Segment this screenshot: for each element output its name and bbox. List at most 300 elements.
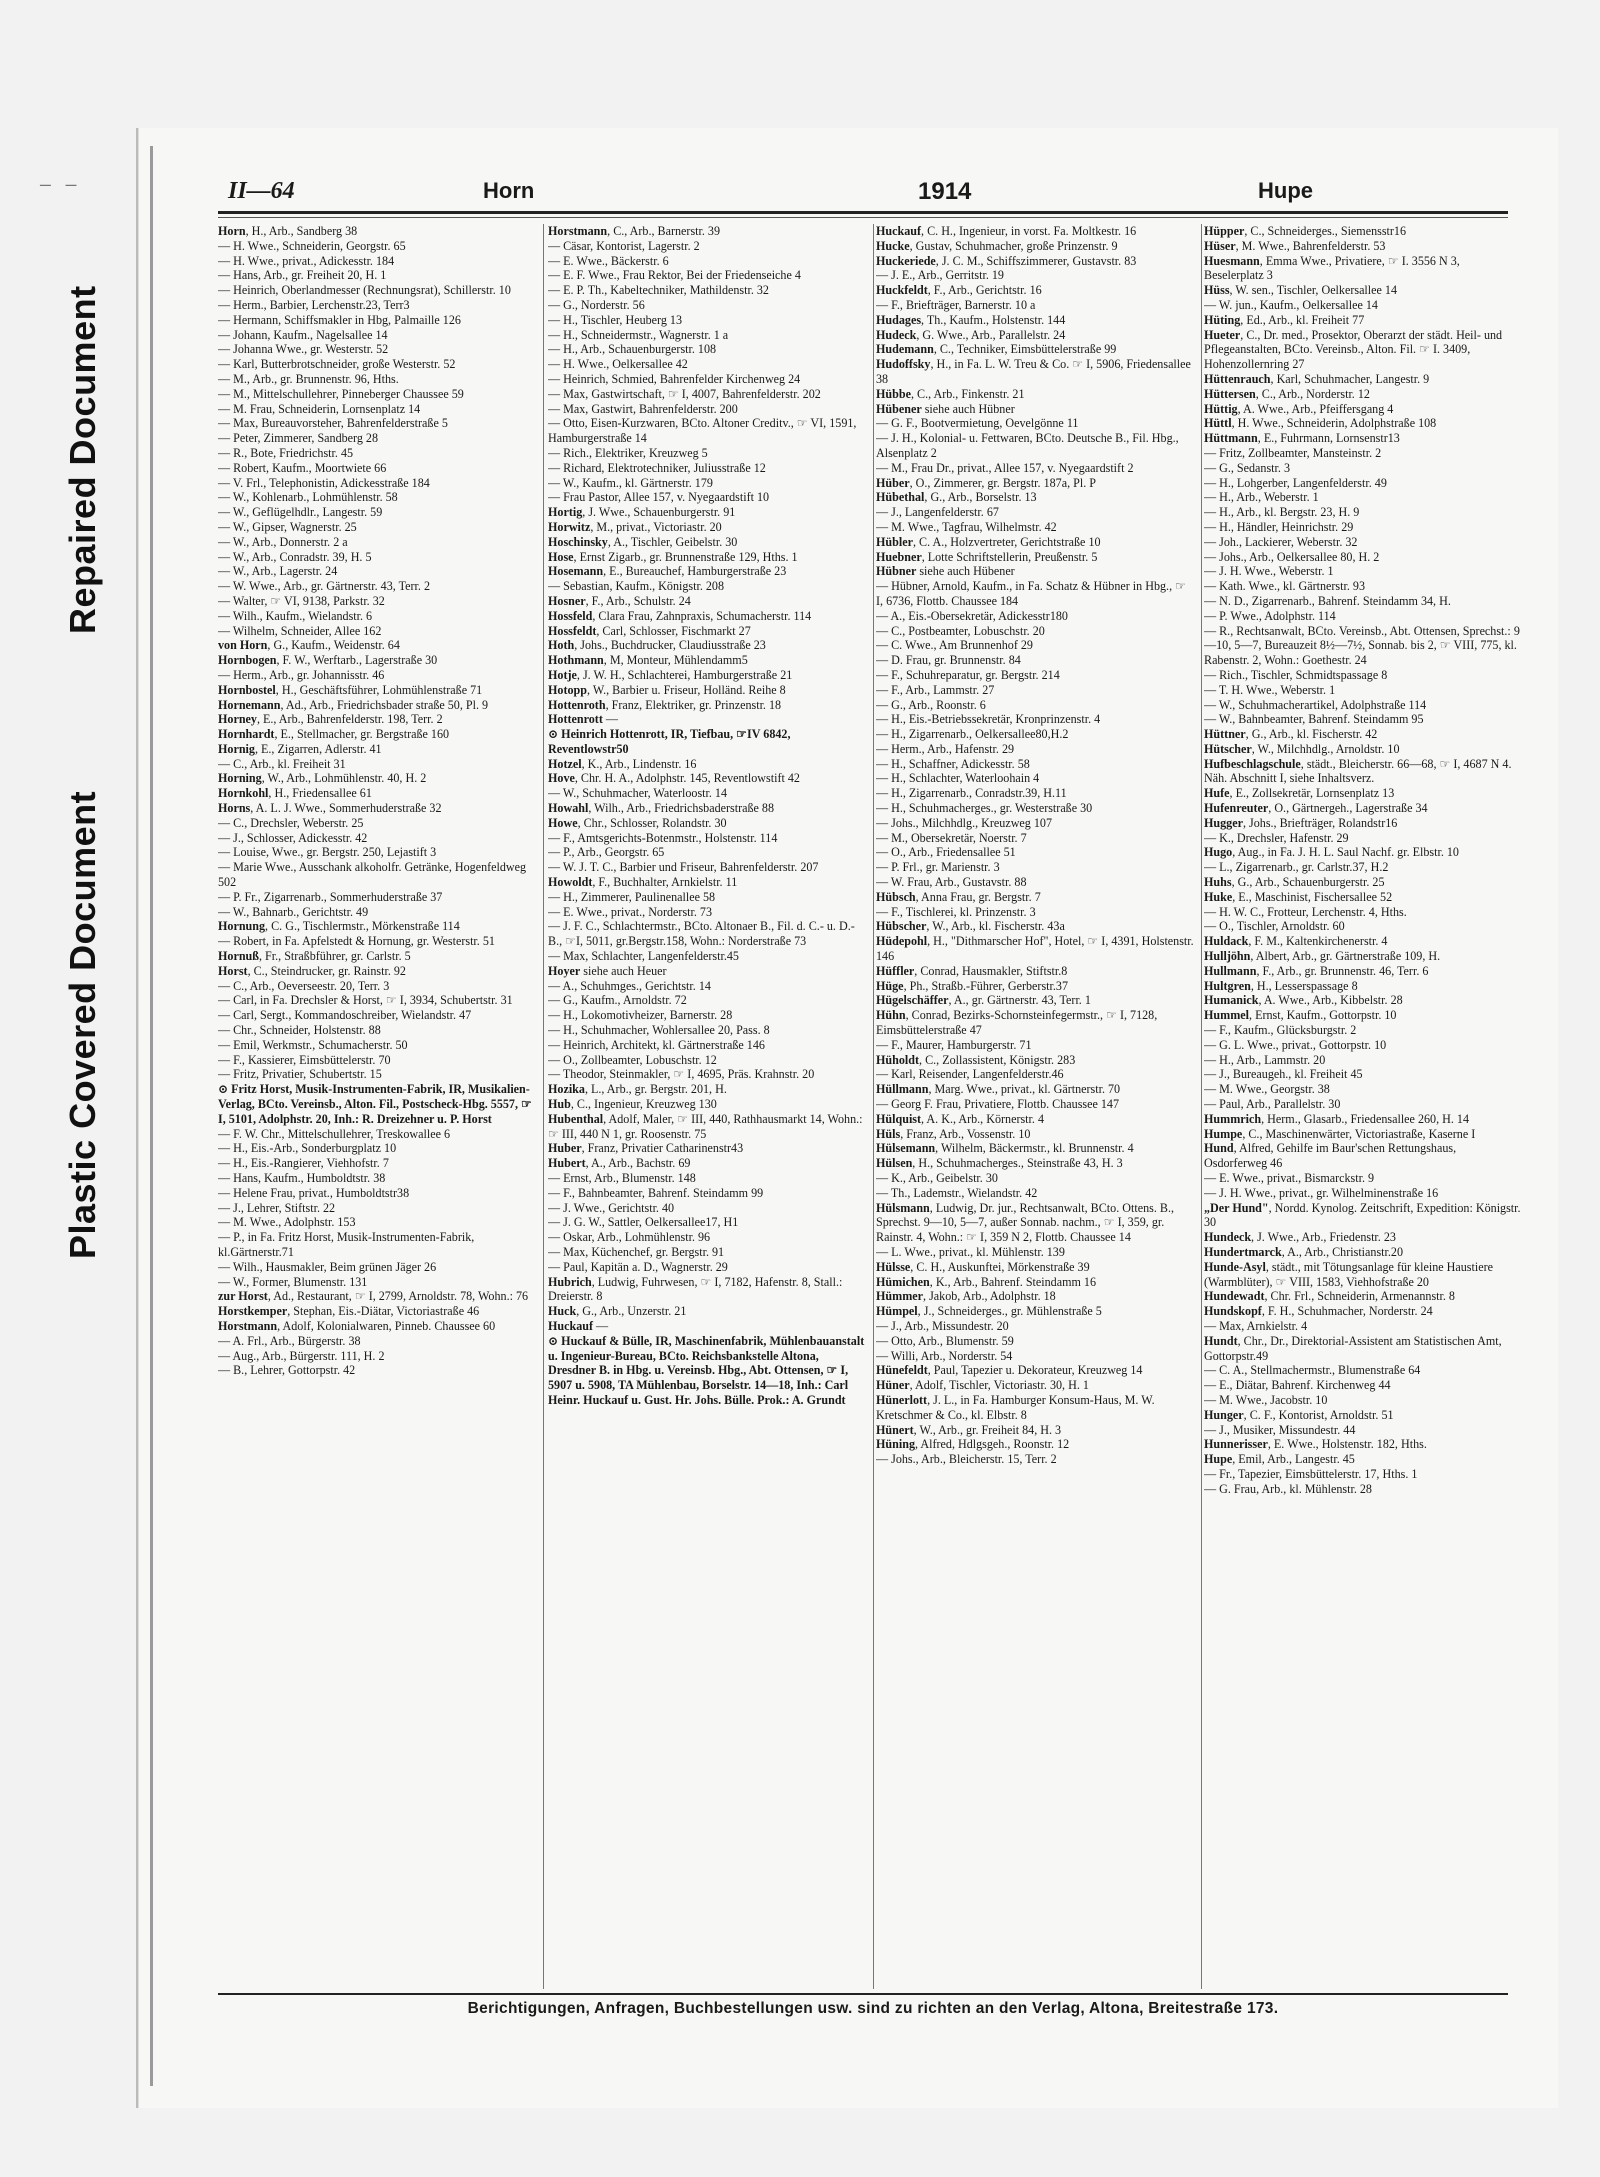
directory-entry: — D. Frau, gr. Brunnenstr. 84: [876, 653, 1021, 668]
directory-entry: Hossfeldt, Carl, Schlosser, Fischmarkt 27: [548, 623, 751, 638]
directory-entry: — Peter, Zimmerer, Sandberg 28: [218, 431, 379, 446]
directory-entry: — Max, Arnkielstr. 4: [1204, 1318, 1308, 1333]
directory-entry: — L. Wwe., privat., kl. Mühlenstr. 139: [876, 1244, 1065, 1259]
directory-entry: Hothmann, M, Monteur, Mühlendamm5: [548, 653, 748, 668]
directory-entry: Hülsse, C. H., Auskunftei, Mörkenstraße 39: [876, 1259, 1090, 1274]
directory-column-1: [218, 224, 536, 1994]
directory-entry: — Chr., Schneider, Holstenstr. 88: [218, 1023, 381, 1038]
directory-entry: Hübbe, C., Arb., Finkenstr. 21: [876, 386, 1025, 401]
directory-entry: — J. H., Kolonial- u. Fettwaren, BCto. Deutsche B., Fil. Hbg., Alsenplatz 2: [876, 431, 1179, 460]
directory-entry: Horney, E., Arb., Bahrenfelderstr. 198, Terr. 2: [218, 712, 443, 727]
directory-entry: — G., Arb., Roonstr. 6: [876, 697, 986, 712]
directory-column-2: [548, 224, 866, 1994]
directory-entry: — P., Arb., Georgstr. 65: [548, 845, 665, 860]
directory-entry: — H., Schlachter, Waterloohain 4: [876, 771, 1040, 786]
directory-entry: Hübsch, Anna Frau, gr. Bergstr. 7: [876, 889, 1041, 904]
directory-entry: Huber, Franz, Privatier Catharinenstr43: [548, 1141, 744, 1156]
directory-entry: Hüttl, H. Wwe., Schneiderin, Adolphstraße 108: [1204, 416, 1437, 431]
directory-entry: Hüting, Ed., Arb., kl. Freiheit 77: [1204, 312, 1365, 327]
directory-entry: — M. Frau, Schneiderin, Lornsenplatz 14: [218, 401, 421, 416]
directory-entry: Hundskopf, F. H., Schuhmacher, Norderstr. 24: [1204, 1304, 1433, 1319]
directory-entry: — H., Schneidermstr., Wagnerstr. 1 a: [548, 327, 729, 342]
directory-entry: Hufenreuter, O., Gärtnergeh., Lagerstraße 34: [1204, 801, 1428, 816]
directory-entry: — H. Wwe., Schneiderin, Georgstr. 65: [218, 238, 406, 253]
directory-entry: Hottenroth, Franz, Elektriker, gr. Prinzenstr. 18: [548, 697, 782, 712]
directory-entry: Hornbostel, H., Geschäftsführer, Lohmühlenstraße 71: [218, 682, 483, 697]
directory-entry: — Theodor, Steinmakler, ☞ I, 4695, Präs. Krahnstr. 20: [548, 1067, 815, 1082]
directory-entry: — W., Arb., Donnerstr. 2 a: [218, 534, 348, 549]
directory-entry: — P. Frl., gr. Marienstr. 3: [876, 860, 1000, 875]
edge-dash-mark: — —: [40, 176, 79, 196]
directory-entry: — J., Arb., Missundestr. 20: [876, 1318, 1009, 1333]
directory-entry: — Heinrich, Schmied, Bahrenfelder Kirchenweg 24: [548, 371, 801, 386]
directory-entry: Hunnerisser, E. Wwe., Holstenstr. 182, Hths.: [1204, 1437, 1427, 1452]
directory-entry: Hümichen, K., Arb., Bahrenf. Steindamm 16: [876, 1274, 1097, 1289]
page-header: [228, 178, 1600, 214]
directory-entry: — W. Wwe., Arb., gr. Gärtnerstr. 43, Terr. 2: [218, 579, 430, 594]
header-rule-thin: [218, 217, 1508, 218]
directory-entry: — F., Kaufm., Glücksburgstr. 2: [1204, 1023, 1357, 1038]
directory-entry: — H. Wwe., privat., Adickesstr. 184: [218, 253, 395, 268]
directory-entry: — C., Arb., kl. Freiheit 31: [218, 756, 346, 771]
directory-entry: — H., Eis.-Rangierer, Viehhofstr. 7: [218, 1156, 389, 1171]
directory-entry: — E. F. Wwe., Frau Rektor, Bei der Friedenseiche 4: [548, 268, 801, 283]
directory-entry: — W., Kaufm., kl. Gärtnerstr. 179: [548, 475, 713, 490]
publisher-footer: Berichtigungen, Anfragen, Buchbestellungen usw. sind zu richten an den Verlag, Altona, Breitestraße 173.: [467, 2000, 1279, 2017]
directory-entry: — P. Fr., Zigarrenarb., Sommerhuderstraße 37: [218, 889, 443, 904]
directory-entry: — W., Gipser, Wagnerstr. 25: [218, 519, 357, 534]
directory-entry: Hüner, Adolf, Tischler, Victoriastr. 30, H. 1: [876, 1378, 1089, 1393]
directory-entry: — Paul, Arb., Parallelstr. 30: [1204, 1097, 1341, 1112]
directory-entry: Huck, G., Arb., Unzerstr. 21: [548, 1304, 687, 1319]
directory-entry: — H., Schuhmacher, Wohlersallee 20, Pass. 8: [548, 1023, 770, 1038]
directory-entry: — Aug., Arb., Bürgerstr. 111, H. 2: [218, 1348, 385, 1363]
directory-entry: Hugger, Johs., Briefträger, Rolandstr16: [1204, 815, 1398, 830]
directory-entry: — O., Zollbeamter, Lobuschstr. 12: [548, 1052, 717, 1067]
directory-entry: Huhs, G., Arb., Schauenburgerstr. 25: [1204, 875, 1385, 890]
directory-entry: — Th., Lademstr., Wielandstr. 42: [876, 1185, 1038, 1200]
directory-entry: — B., Lehrer, Gottorpstr. 42: [218, 1363, 356, 1378]
directory-entry: Hübner siehe auch Hübener: [876, 564, 1015, 579]
directory-entry: Huckeriede, J. C. M., Schiffszimmerer, Gustavstr. 83: [876, 253, 1137, 268]
directory-entry: Hünerlott, J. L., in Fa. Hamburger Konsum-Haus, M. W. Kretschmer & Co., kl. Elbstr. 8: [876, 1392, 1155, 1422]
directory-entry: Horstkemper, Stephan, Eis.-Diätar, Victoriastraße 46: [218, 1304, 480, 1319]
header-last-word: Hupe: [1258, 178, 1313, 203]
directory-entry: Hüffler, Conrad, Hausmakler, Stiftstr.8: [876, 963, 1068, 978]
directory-entry: Hoyer siehe auch Heuer: [548, 963, 667, 978]
directory-entry: Hübscher, W., Arb., kl. Fischerstr. 43a: [876, 919, 1065, 934]
directory-entry: — Willi, Arb., Norderstr. 54: [876, 1348, 1013, 1363]
directory-entry: Hupe, Emil, Arb., Langestr. 45: [1204, 1452, 1355, 1467]
directory-entry: — M., Arb., gr. Brunnenstr. 96, Hths.: [218, 371, 399, 386]
directory-entry: Howoldt, F., Buchhalter, Arnkielstr. 11: [548, 875, 738, 890]
directory-entry: Hugo, Aug., in Fa. J. H. L. Saul Nachf. gr. Elbstr. 10: [1204, 845, 1459, 860]
directory-entry: Hülquist, A. K., Arb., Körnerstr. 4: [876, 1111, 1044, 1126]
directory-entry: — Rich., Elektriker, Kreuzweg 5: [548, 445, 708, 460]
directory-entry: — H., Eis.-Betriebssekretär, Kronprinzenstr. 4: [876, 712, 1101, 727]
directory-entry: — A., Schuhmges., Gerichtstr. 14: [548, 978, 711, 993]
directory-entry: — H., Tischler, Heuberg 13: [548, 312, 682, 327]
directory-entry: — G. F., Bootvermietung, Oevelgönne 11: [876, 416, 1079, 431]
directory-entry: — Otto, Eisen-Kurzwaren, BCto. Altoner Creditv., ☞ VI, 1591, Hamburgerstraße 14: [548, 416, 857, 446]
directory-entry: Hüttenrauch, Karl, Schuhmacher, Langestr. 9: [1204, 371, 1430, 386]
directory-entry: — Heinrich, Oberlandmesser (Rechnungsrat), Schillerstr. 10: [218, 283, 511, 298]
directory-entry: zur Horst, Ad., Restaurant, ☞ I, 2799, Arnoldstr. 78, Wohn.: 76: [218, 1289, 529, 1304]
directory-entry: — H., Zigarrenarb., Conradstr.39, H.11: [876, 786, 1067, 801]
directory-entry: — Rich., Tischler, Schmidtspassage 8: [1204, 667, 1388, 682]
directory-entry: — E. Wwe., privat., Bismarckstr. 9: [1204, 1171, 1375, 1185]
directory-entry: Hülsmann, Ludwig, Dr. jur., Rechtsanwalt, BCto. Ottens. B., Sprechst. 9—10, 5—7, außer Sonnab. nachm., ☞ I, 359, gr. Rainstr. 4, Wohn.: ☞ I, 359 N 2, Flottb. Chaussee 14: [876, 1200, 1174, 1245]
directory-entry: — J. Wwe., Gerichtstr. 40: [548, 1200, 675, 1215]
directory-entry: — Kath. Wwe., kl. Gärtnerstr. 93: [1204, 579, 1365, 594]
directory-entry: Hufbeschlagschule, städt., Bleicherstr. 66—68, ☞ I, 4687 N 4. Näh. Abschnitt I, siehe Inhaltsverz.: [1204, 756, 1512, 786]
directory-entry: Hümpel, J., Schneiderges., gr. Mühlenstraße 5: [876, 1304, 1102, 1319]
directory-entry: — M. Wwe., Georgstr. 38: [1204, 1082, 1330, 1097]
directory-entry: — J. H. Wwe., privat., gr. Wilhelminenstraße 16: [1204, 1185, 1439, 1200]
directory-entry: — G., Norderstr. 56: [548, 297, 645, 312]
directory-entry: — M., Obersekretär, Noerstr. 7: [876, 830, 1027, 845]
directory-entry: — W., Bahnbeamter, Bahrenf. Steindamm 95: [1204, 712, 1424, 727]
directory-entry: — Wilhelm, Schneider, Allee 162: [218, 623, 382, 638]
directory-entry: — Georg F. Frau, Privatiere, Flottb. Chaussee 147: [876, 1097, 1120, 1112]
directory-entry: — Max, Küchenchef, gr. Bergstr. 91: [548, 1244, 725, 1259]
directory-entry: Hottenrott —: [548, 712, 618, 727]
directory-entry: — W., Kohlenarb., Lohmühlenstr. 58: [218, 490, 398, 505]
directory-entry: Hüdepohl, H., "Dithmarscher Hof", Hotel, ☞ I, 4391, Holstenstr. 146: [876, 934, 1194, 964]
directory-entry: Hübler, C. A., Holzvertreter, Gerichtstraße 10: [876, 534, 1101, 549]
directory-entry: — Karl, Butterbrotschneider, große Westerstr. 52: [218, 357, 456, 372]
directory-entry: Hüttmann, E., Fuhrmann, Lornsenstr13: [1204, 431, 1400, 446]
directory-entry: — Max, Gastwirtschaft, ☞ I, 4007, Bahrenfelderstr. 202: [548, 386, 821, 401]
directory-page: [136, 128, 1558, 2108]
directory-entry: Hornhardt, E., Stellmacher, gr. Bergstraße 160: [218, 727, 450, 742]
directory-entry: — Fritz, Privatier, Schubertstr. 15: [218, 1067, 382, 1082]
directory-entry: — Cäsar, Kontorist, Lagerstr. 2: [548, 238, 700, 253]
directory-entry: Huckauf, C. H., Ingenieur, in vorst. Fa. Moltkestr. 16: [876, 224, 1137, 238]
directory-entry: Huebner, Lotte Schriftstellerin, Preußenstr. 5: [876, 549, 1098, 564]
header-rule: [218, 211, 1508, 214]
directory-entry: Hulljöhn, Albert, Arb., gr. Gärtnerstraße 109, H.: [1204, 949, 1441, 964]
directory-entry: — W., Schuhmacherartikel, Adolphstraße 114: [1204, 697, 1427, 712]
directory-entry: Hüge, Ph., Straßb.-Führer, Gerberstr.37: [876, 978, 1068, 993]
directory-entry: — G. L. Wwe., privat., Gottorpstr. 10: [1204, 1037, 1387, 1052]
directory-entry: — K., Arb., Geibelstr. 30: [876, 1171, 998, 1185]
directory-entry: — Fr., Tapezier, Eimsbüttelerstr. 17, Hths. 1: [1204, 1466, 1418, 1481]
directory-entry: Humanick, A. Wwe., Arb., Kibbelstr. 28: [1204, 993, 1403, 1008]
directory-entry: — E. P. Th., Kabeltechniker, Mathildenstr. 32: [548, 283, 769, 298]
directory-entry: Hummel, Ernst, Kaufm., Gottorpstr. 10: [1204, 1008, 1397, 1023]
directory-entry: Hüls, Franz, Arb., Vossenstr. 10: [876, 1126, 1031, 1141]
directory-entry: — H., Zigarrenarb., Oelkersallee80,H.2: [876, 727, 1069, 742]
directory-entry: Horn, H., Arb., Sandberg 38: [218, 224, 358, 238]
directory-entry: — G., Kaufm., Arnoldstr. 72: [548, 993, 687, 1008]
directory-entry: Hummrich, Herm., Glasarb., Friedensallee 260, H. 14: [1204, 1111, 1470, 1126]
directory-entry: Huesmann, Emma Wwe., Privatiere, ☞ I. 3556 N 3, Beselerplatz 3: [1204, 253, 1460, 283]
directory-entry: Hüss, W. sen., Tischler, Oelkersallee 14: [1204, 283, 1398, 298]
directory-entry: — P. Wwe., Adolphstr. 114: [1204, 608, 1336, 623]
directory-entry: Hübener siehe auch Hübner: [876, 401, 1015, 416]
directory-entry: Hossfeld, Clara Frau, Zahnpraxis, Schumacherstr. 114: [548, 608, 812, 623]
directory-entry: — O., Tischler, Arnoldstr. 60: [1204, 919, 1345, 934]
directory-entry: Horstmann, C., Arb., Barnerstr. 39: [548, 224, 721, 238]
directory-entry: Hundt, Chr., Dr., Direktorial-Assistent am Statistischen Amt, Gottorpstr.49: [1204, 1333, 1502, 1363]
directory-entry: Hornkohl, H., Friedensallee 61: [218, 786, 372, 801]
directory-column-4: [1204, 224, 1522, 1994]
directory-entry: Hotopp, W., Barbier u. Friseur, Holländ. Reihe 8: [548, 682, 786, 697]
directory-entry: — F., Kassierer, Eimsbüttelerstr. 70: [218, 1052, 391, 1067]
directory-entry: — C. Wwe., Am Brunnenhof 29: [876, 638, 1033, 653]
directory-entry: — C., Postbeamter, Lobuschstr. 20: [876, 623, 1045, 638]
directory-entry: — Johanna Wwe., gr. Westerstr. 52: [218, 342, 389, 357]
directory-entry: — H. Wwe., Oelkersallee 42: [548, 357, 688, 372]
directory-entry: Hubenthal, Adolf, Maler, ☞ III, 440, Rathhausmarkt 14, Wohn.: ☞ III, 440 N 1, gr. Roosenstr. 75: [548, 1111, 863, 1141]
directory-entry: Hunde-Asyl, städt., mit Tötungsanlage für kleine Haustiere (Warmblüter), ☞ VIII, 1583, Viehhofstraße 20: [1204, 1259, 1493, 1289]
directory-entry: Hundeck, J. Wwe., Arb., Friedenstr. 23: [1204, 1230, 1396, 1245]
directory-entry: Howe, Chr., Schlosser, Rolandstr. 30: [548, 815, 727, 830]
directory-entry: Hüpper, C., Schneiderges., Siemensstr16: [1204, 224, 1407, 238]
directory-entry: Hueter, C., Dr. med., Prosektor, Oberarzt der städt. Heil- und Pflegeanstalten, BCto. Vereinsb., Alton. Fil. ☞ I. 3409, Hohenzollernring 27: [1204, 327, 1503, 372]
directory-entry: Horns, A. L. J. Wwe., Sommerhuderstraße 32: [218, 801, 442, 816]
directory-entry: — F., Bahnbeamter, Bahrenf. Steindamm 99: [548, 1185, 764, 1200]
directory-entry: — A. Frl., Arb., Bürgerstr. 38: [218, 1333, 361, 1348]
directory-entry: — Max, Schlachter, Langenfelderstr.45: [548, 949, 739, 964]
directory-entry: — Sebastian, Kaufm., Königstr. 208: [548, 579, 725, 594]
directory-entry: Horstmann, Adolf, Kolonialwaren, Pinneb. Chaussee 60: [218, 1318, 496, 1333]
directory-entry: — W., Arb., Conradstr. 39, H. 5: [218, 549, 372, 564]
directory-entry: Hoth, Johs., Buchdrucker, Claudiusstraße 23: [548, 638, 766, 653]
directory-entry: Hultgren, H., Lesserspassage 8: [1204, 978, 1358, 993]
directory-entry: Hotzel, K., Arb., Lindenstr. 16: [548, 756, 697, 771]
directory-entry: — Oskar, Arb., Lohmühlenstr. 96: [548, 1230, 711, 1245]
directory-entry: Horst, C., Steindrucker, gr. Rainstr. 92: [218, 963, 406, 978]
directory-entry: — Frau Pastor, Allee 157, v. Nyegaardstift 10: [548, 490, 770, 505]
directory-entry: Hornuß, Fr., Straßbführer, gr. Carlstr. 5: [218, 949, 411, 964]
directory-entry: — Karl, Reisender, Langenfelderstr.46: [876, 1067, 1064, 1082]
directory-entry: Hüber, O., Zimmerer, gr. Bergstr. 187a, Pl. P: [876, 475, 1097, 490]
directory-entry: — M. Wwe., Tagfrau, Wilhelmstr. 42: [876, 519, 1057, 534]
directory-entry: — Johs., Milchhdlg., Kreuzweg 107: [876, 815, 1053, 830]
directory-entry: — M. Wwe., Adolphstr. 153: [218, 1215, 356, 1230]
directory-entry: Howahl, Wilh., Arb., Friedrichsbaderstraße 88: [548, 801, 775, 816]
directory-entry: — O., Arb., Friedensallee 51: [876, 845, 1016, 860]
page-binding-edge: [150, 146, 153, 2086]
directory-entry: Hütscher, W., Milchhdlg., Arnoldstr. 10: [1204, 741, 1400, 756]
directory-entry: Hullmann, F., Arb., gr. Brunnenstr. 46, Terr. 6: [1204, 963, 1429, 978]
directory-entry: Huldack, F. M., Kaltenkirchenerstr. 4: [1204, 934, 1388, 949]
directory-entry: — Hübner, Arnold, Kaufm., in Fa. Schatz & Hübner in Hbg., ☞ I, 6736, Flottb. Chaussee 184: [876, 579, 1186, 608]
directory-entry: — P., in Fa. Fritz Horst, Musik-Instrumenten-Fabrik, kl.Gärtnerstr.71: [218, 1230, 475, 1259]
directory-entry: Hüning, Alfred, Hdlgsgeh., Roonstr. 12: [876, 1437, 1070, 1452]
directory-entry: — V. Frl., Telephonistin, Adickesstraße 184: [218, 475, 430, 490]
directory-entry: — F., Briefträger, Barnerstr. 10 a: [876, 297, 1036, 312]
directory-entry: — Robert, Kaufm., Moortwiete 66: [218, 460, 387, 475]
directory-entry: — J., Schlosser, Adickesstr. 42: [218, 830, 368, 845]
directory-entry: Humpe, C., Maschinenwärter, Victoriastraße, Kaserne I: [1204, 1126, 1476, 1141]
directory-entry: — Johs., Arb., Oelkersallee 80, H. 2: [1204, 549, 1380, 564]
directory-entry: Hunger, C. F., Kontorist, Arnoldstr. 51: [1204, 1407, 1394, 1422]
directory-entry: — C. A., Stellmachermstr., Blumenstraße 64: [1204, 1363, 1421, 1378]
directory-entry: — J., Bureaugeh., kl. Freiheit 45: [1204, 1067, 1363, 1082]
directory-entry: Hornbogen, F. W., Werftarb., Lagerstraße 30: [218, 653, 438, 668]
directory-entry: — F., Maurer, Hamburgerstr. 71: [876, 1037, 1032, 1052]
directory-entry: Hundertmarck, A., Arb., Christianstr.20: [1204, 1244, 1403, 1259]
directory-entry: — W., Former, Blumenstr. 131: [218, 1274, 368, 1289]
directory-entry: — Max, Bureauvorsteher, Bahrenfelderstraße 5: [218, 416, 448, 431]
directory-entry: Hoschinsky, A., Tischler, Geibelstr. 30: [548, 534, 738, 549]
directory-entry: — W., Geflügelhdlr., Langestr. 59: [218, 505, 383, 520]
directory-entry: Huke, E., Maschinist, Fischersallee 52: [1204, 889, 1393, 904]
directory-entry: Hundewadt, Chr. Frl., Schneiderin, Armenannstr. 8: [1204, 1289, 1455, 1304]
repaired-document-label: Repaired Document: [62, 285, 103, 635]
directory-entry: Hub, C., Ingenieur, Kreuzweg 130: [548, 1097, 717, 1112]
directory-entry: — Max, Gastwirt, Bahrenfelderstr. 200: [548, 401, 738, 416]
directory-entry: Hülsen, H., Schuhmacherges., Steinstraße 43, H. 3: [876, 1156, 1123, 1171]
directory-entry: Hosemann, E., Bureauchef, Hamburgerstraße 23: [548, 564, 787, 579]
directory-entry: — M., Frau Dr., privat., Allee 157, v. Nyegaardstift 2: [876, 460, 1134, 475]
directory-entry: — F. W. Chr., Mittelschullehrer, Treskowallee 6: [218, 1126, 451, 1141]
directory-entry: Huckauf —: [548, 1318, 609, 1333]
directory-entry: Hünert, W., Arb., gr. Freiheit 84, H. 3: [876, 1422, 1062, 1437]
directory-entry: Hufe, E., Zollsekretär, Lornsenplatz 13: [1204, 786, 1395, 801]
directory-entry: Hosner, F., Arb., Schulstr. 24: [548, 593, 691, 608]
directory-entry: — A., Eis.-Obersekretär, Adickesstr180: [876, 608, 1068, 623]
directory-entry: Hudeck, G. Wwe., Arb., Parallelstr. 24: [876, 327, 1066, 342]
directory-entry: — Robert, in Fa. Apfelstedt & Hornung, gr. Westerstr. 51: [218, 934, 495, 949]
directory-entry: Hove, Chr. H. A., Adolphstr. 145, Reventlowstift 42: [548, 771, 800, 786]
directory-entry: Hund, Alfred, Gehilfe im Baur'schen Rettungshaus, Osdorferweg 46: [1204, 1141, 1457, 1171]
directory-entry: — H., Eis.-Arb., Sonderburgplatz 10: [218, 1141, 397, 1156]
directory-entry: — K., Drechsler, Hafenstr. 29: [1204, 830, 1349, 845]
directory-entry: — Heinrich, Architekt, kl. Gärtnerstraße 146: [548, 1037, 765, 1052]
directory-entry: Hudoffsky, H., in Fa. L. W. Treu & Co. ☞ I, 5906, Friedensallee 38: [876, 357, 1191, 386]
directory-entry: — H., Arb., kl. Bergstr. 23, H. 9: [1204, 505, 1360, 520]
directory-entry: — R., Bote, Friedrichstr. 45: [218, 445, 354, 460]
directory-entry: Hubert, A., Arb., Bachstr. 69: [548, 1156, 691, 1171]
directory-entry: — Marie Wwe., Ausschank alkoholfr. Getränke, Hogenfeldweg 502: [218, 860, 527, 890]
plastic-covered-document-label: Plastic Covered Document: [62, 790, 103, 1260]
directory-entry: — Richard, Elektrotechniker, Juliusstraße 12: [548, 460, 766, 475]
directory-entry: — G., Sedanstr. 3: [1204, 460, 1290, 475]
directory-entry: — J. E., Arb., Gerritstr. 19: [876, 268, 1004, 283]
directory-entry: — H., Arb., Lammstr. 20: [1204, 1052, 1326, 1067]
directory-entry: Horning, W., Arb., Lohmühlenstr. 40, H. 2: [218, 771, 427, 786]
directory-entry: — W. jun., Kaufm., Oelkersallee 14: [1204, 297, 1378, 312]
footer-rule: [218, 1993, 1508, 1995]
directory-entry: — Louise, Wwe., gr. Bergstr. 250, Lejastift 3: [218, 845, 437, 860]
directory-entry: — E. Wwe., Bäckerstr. 6: [548, 253, 669, 268]
directory-entry: — Joh., Lackierer, Weberstr. 32: [1204, 534, 1358, 549]
directory-entry: — Johs., Arb., Bleicherstr. 15, Terr. 2: [876, 1452, 1057, 1467]
directory-entry: — W., Schuhmacher, Waterloostr. 14: [548, 786, 728, 801]
directory-entry: Hüser, M. Wwe., Bahrenfelderstr. 53: [1204, 238, 1386, 253]
directory-entry: Hotje, J. W. H., Schlachterei, Hamburgerstraße 21: [548, 667, 793, 682]
directory-entry: — H., Arb., Schauenburgerstr. 108: [548, 342, 717, 357]
directory-entry: — H., Schuhmacherges., gr. Westerstraße 30: [876, 801, 1093, 816]
directory-entry: — F., Amtsgerichts-Botenmstr., Holstenstr. 114: [548, 830, 778, 845]
directory-entry: Hüttersen, C., Arb., Norderstr. 12: [1204, 386, 1370, 401]
directory-entry: ⊙ Heinrich Hottenrott, IR, Tiefbau, ☞IV 6842, Reventlowstr50: [548, 727, 791, 756]
directory-entry: — J. G. W., Sattler, Oelkersallee17, H1: [548, 1215, 739, 1230]
directory-entry: — F., Arb., Lammstr. 27: [876, 682, 995, 697]
directory-entry: Hüttner, G., Arb., kl. Fischerstr. 42: [1204, 727, 1378, 742]
directory-entry: — J., Lehrer, Stiftstr. 22: [218, 1200, 336, 1215]
directory-entry: — W., Arb., Lagerstr. 24: [218, 564, 338, 579]
directory-entry: Hortig, J. Wwe., Schauenburgerstr. 91: [548, 505, 736, 520]
directory-entry: Hühn, Conrad, Bezirks-Schornsteinfegermstr., ☞ I, 7128, Eimsbüttelerstraße 47: [876, 1008, 1158, 1038]
directory-entry: — Fritz, Zollbeamter, Mansteinstr. 2: [1204, 445, 1382, 460]
directory-entry: — H., Lohgerber, Langenfelderstr. 49: [1204, 475, 1387, 490]
directory-entry: — Emil, Werkmstr., Schumacherstr. 50: [218, 1037, 408, 1052]
directory-entry: — Hermann, Schiffsmakler in Hbg, Palmaille 126: [218, 312, 461, 327]
directory-entry: — Wilh., Kaufm., Wielandstr. 6: [218, 608, 373, 623]
directory-entry: — M., Mittelschullehrer, Pinneberger Chaussee 59: [218, 386, 464, 401]
directory-entry: — H., Arb., Weberstr. 1: [1204, 490, 1319, 505]
directory-entry: — Johann, Kaufm., Nagelsallee 14: [218, 327, 388, 342]
directory-entry: — Hans, Arb., gr. Freiheit 20, H. 1: [218, 268, 387, 283]
directory-entry: — Walter, ☞ VI, 9138, Parkstr. 32: [218, 593, 385, 608]
directory-entry: — C., Arb., Oeverseestr. 20, Terr. 3: [218, 978, 390, 993]
directory-entry: — Carl, in Fa. Drechsler & Horst, ☞ I, 3934, Schubertstr. 31: [218, 993, 513, 1008]
directory-entry: von Horn, G., Kaufm., Weidenstr. 64: [218, 638, 400, 653]
directory-entry: — H., Zimmerer, Paulinenallee 58: [548, 889, 716, 904]
header-year: 1914: [918, 178, 972, 205]
directory-entry: — Herm., Arb., Hafenstr. 29: [876, 741, 1015, 756]
directory-entry: ⊙ Fritz Horst, Musik-Instrumenten-Fabrik, IR, Musikalien-Verlag, BCto. Vereinsb., Alton. Fil., Postscheck-Hbg. 5557, ☞ I, 5101, Adolphstr. 20, Inh.: R. Dreizehner u. P. Horst: [218, 1082, 532, 1126]
directory-entry: Hüttig, A. Wwe., Arb., Pfeiffersgang 4: [1204, 401, 1394, 416]
directory-entry: Hünefeldt, Paul, Tapezier u. Dekorateur, Kreuzweg 14: [876, 1363, 1143, 1378]
directory-entry: — J., Musiker, Missundestr. 44: [1204, 1422, 1356, 1437]
directory-entry: Hudages, Th., Kaufm., Holstenstr. 144: [876, 312, 1066, 327]
directory-entry: Hudemann, C., Techniker, Eimsbüttelerstraße 99: [876, 342, 1117, 357]
page-number: II—64: [228, 178, 295, 204]
directory-entry: — Carl, Sergt., Kommandoschreiber, Wielandstr. 47: [218, 1008, 472, 1023]
directory-entry: Huckfeldt, F., Arb., Gerichtstr. 16: [876, 283, 1042, 298]
directory-entry: Hucke, Gustav, Schuhmacher, große Prinzenstr. 9: [876, 238, 1118, 253]
directory-entry: — Herm., Barbier, Lerchenstr.23, Terr3: [218, 297, 410, 312]
directory-entry: — Hans, Kaufm., Humboldtstr. 38: [218, 1171, 386, 1185]
directory-entry: — W. J. T. C., Barbier und Friseur, Bahrenfelderstr. 207: [548, 860, 819, 875]
header-first-word: Horn: [483, 178, 535, 203]
directory-entry: ⊙ Huckauf & Bülle, IR, Maschinenfabrik, Mühlenbauanstalt u. Ingenieur-Bureau, BCto. Reichsbankstelle Altona, Dresdner B. in Hbg. u. Vereinsb. Hbg., Abt. Ottensen, ☞ I, 5907 u. 5908, TA Mühlenbau, Borselstr. 14—18, Inh.: Carl Heinr. Huckauf u. Gust. Hr. Johs. Bülle. Prok.: A. Grundt: [548, 1333, 865, 1407]
directory-entry: — F., Schuhreparatur, gr. Bergstr. 214: [876, 667, 1060, 682]
directory-entry: — Otto, Arb., Blumenstr. 59: [876, 1333, 1014, 1348]
directory-entry: — J. H. Wwe., Weberstr. 1: [1204, 564, 1334, 579]
directory-entry: — Herm., Arb., gr. Johannisstr. 46: [218, 667, 385, 682]
directory-entry: Hornung, C. G., Tischlermstr., Mörkenstraße 114: [218, 919, 460, 934]
directory-entry: — F., Tischlerei, kl. Prinzenstr. 3: [876, 904, 1036, 919]
directory-entry: Hüllmann, Marg. Wwe., privat., kl. Gärtnerstr. 70: [876, 1082, 1121, 1097]
directory-entry: Hügelschäffer, A., gr. Gärtnerstr. 43, Terr. 1: [876, 993, 1091, 1008]
directory-entry: — Paul, Kapitän a. D., Wagnerstr. 29: [548, 1259, 728, 1274]
directory-entry: — J. F. C., Schlachtermstr., BCto. Altonaer B., Fil. d. C.- u. D.-B., ☞I, 5011, gr.Bergstr.158, Wohn.: Norderstraße 73: [548, 919, 855, 949]
directory-entry: — Helene Frau, privat., Humboldtstr38: [218, 1185, 410, 1200]
directory-entry: „Der Hund", Nordd. Kynolog. Zeitschrift, Expedition: Königstr. 30: [1204, 1200, 1521, 1230]
directory-entry: Hozika, L., Arb., gr. Bergstr. 201, H.: [548, 1082, 727, 1097]
directory-entry: — C., Drechsler, Weberstr. 25: [218, 815, 364, 830]
directory-entry: Hornig, E., Zigarren, Adlerstr. 41: [218, 741, 382, 756]
directory-entry: — J., Langenfelderstr. 67: [876, 505, 999, 520]
directory-entry: — N. D., Zigarrenarb., Bahrenf. Steindamm 34, H.: [1204, 593, 1451, 608]
directory-entry: — R., Rechtsanwalt, BCto. Vereinsb., Abt. Ottensen, Sprechst.: 9—10, 5—7, Bureauzeit 8½—7½, Sonnab. bis 2, ☞ VIII, 775, kl. Rabenstr. 2, Wohn.: Goethestr. 24: [1204, 623, 1520, 668]
directory-entry: — Ernst, Arb., Blumenstr. 148: [548, 1171, 696, 1185]
directory-entry: — T. H. Wwe., Weberstr. 1: [1204, 682, 1336, 697]
directory-entry: Horwitz, M., privat., Victoriastr. 20: [548, 519, 722, 534]
directory-entry: Hose, Ernst Zigarb., gr. Brunnenstraße 129, Hths. 1: [548, 549, 798, 564]
directory-entry: — E. Wwe., privat., Norderstr. 73: [548, 904, 713, 919]
directory-entry: Hümmer, Jakob, Arb., Adolphstr. 18: [876, 1289, 1056, 1304]
directory-columns: [218, 224, 1528, 1994]
directory-entry: — W., Bahnarb., Gerichtstr. 49: [218, 904, 369, 919]
